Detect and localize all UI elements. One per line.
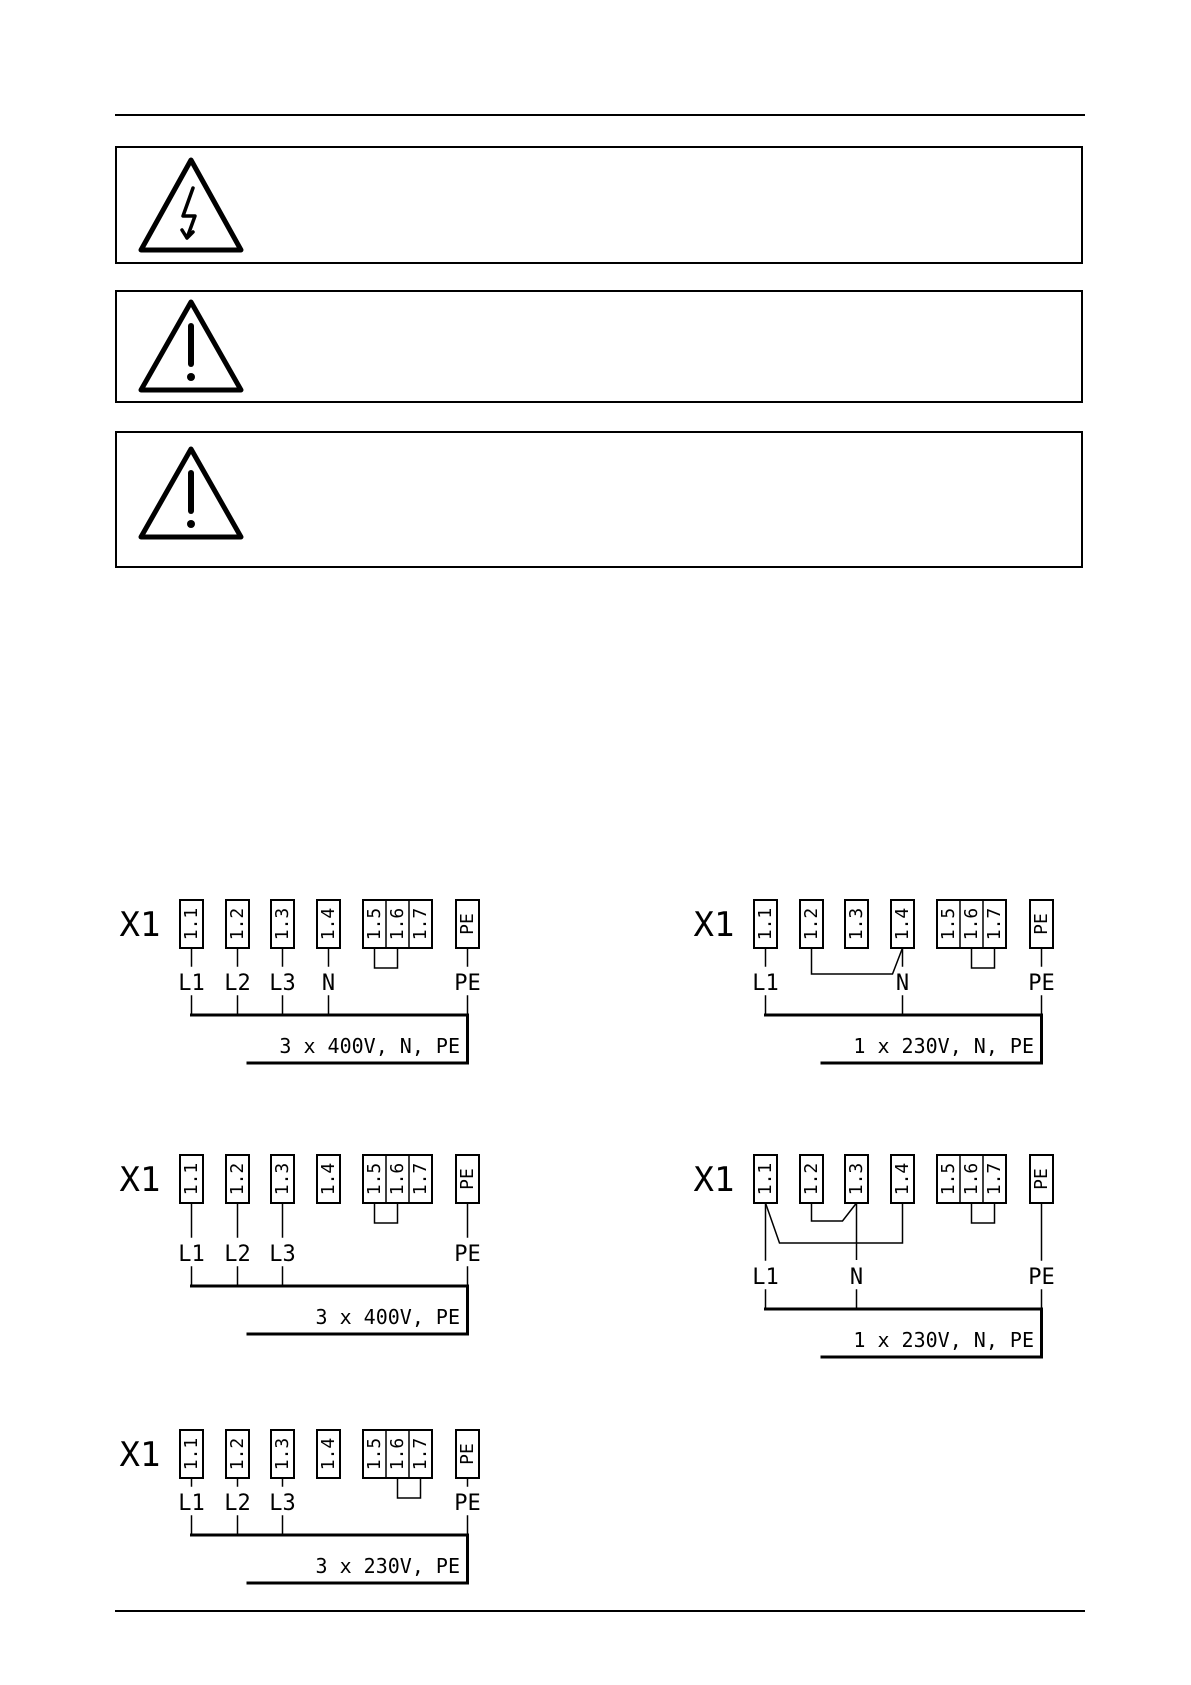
conductor-label: N [895,971,910,996]
terminal-strip-label: X1 [693,905,735,945]
terminal-label: 1.2 [227,907,248,941]
bridge-jumper [766,1203,903,1243]
conductor-label: L1 [178,971,205,996]
terminal-label: 1.6 [387,1162,408,1196]
conductor-label: PE [454,1491,481,1516]
supply-label: 3 x 400V, PE [315,1305,460,1329]
supply-label: 1 x 230V, N, PE [853,1328,1034,1352]
bridge-jumper [375,1203,398,1223]
terminal-label: 1.1 [181,1437,202,1471]
terminal-label: 1.1 [181,1162,202,1196]
bridge-jumper [812,1203,857,1221]
terminal-label: 1.3 [846,1162,867,1196]
wiring-diagram [120,1155,481,1334]
wiring-diagram [694,900,1055,1063]
conductor-label: L2 [224,1491,251,1516]
conductor-label: PE [454,1242,481,1267]
terminal-strip-label: X1 [693,1160,735,1200]
terminal-label: 1.5 [364,1162,385,1196]
bridge-jumper [398,1478,421,1498]
supply-label: 3 x 230V, PE [315,1554,460,1578]
terminal-label: 1.1 [755,907,776,941]
conductor-label: L1 [178,1491,205,1516]
conductor-label: PE [454,971,481,996]
conductor-label: L3 [269,971,296,996]
terminal-label: 1.3 [272,907,293,941]
terminal-label: 1.5 [364,907,385,941]
wiring-diagram [120,1430,481,1583]
terminal-label: 1.5 [938,907,959,941]
conductor-label: L3 [269,1491,296,1516]
terminal-label: 1.2 [801,1162,822,1196]
bridge-jumper [972,1203,995,1223]
conductor-label: L1 [752,1265,779,1290]
terminal-strip-label: X1 [119,1435,161,1475]
terminal-label: 1.5 [364,1437,385,1471]
terminal-label: 1.2 [801,907,822,941]
supply-label: 1 x 230V, N, PE [853,1034,1034,1058]
terminal-label: 1.6 [387,907,408,941]
wiring-diagram [694,1155,1055,1357]
terminal-label: PE [1031,913,1052,935]
terminal-label: PE [457,913,478,935]
terminal-label: 1.5 [938,1162,959,1196]
terminal-label: 1.3 [272,1162,293,1196]
terminal-label: 1.7 [410,1437,431,1471]
terminal-label: 1.7 [410,1162,431,1196]
terminal-label: 1.1 [755,1162,776,1196]
terminal-label: 1.6 [961,1162,982,1196]
conductor-label: L2 [224,971,251,996]
conductor-label: PE [1028,971,1055,996]
terminal-label: 1.2 [227,1437,248,1471]
bridge-jumper [375,948,398,968]
conductor-label: L3 [269,1242,296,1267]
terminal-strip-label: X1 [119,1160,161,1200]
terminal-label: 1.2 [227,1162,248,1196]
conductor-label: L2 [224,1242,251,1267]
terminal-label: 1.7 [410,907,431,941]
terminal-label: 1.4 [318,1162,339,1196]
terminal-label: 1.4 [892,907,913,941]
terminal-label: 1.7 [984,907,1005,941]
terminal-label: PE [1031,1168,1052,1190]
bridge-jumper [972,948,995,968]
terminal-label: 1.7 [984,1162,1005,1196]
terminal-label: 1.3 [272,1437,293,1471]
conductor-label: L1 [178,1242,205,1267]
terminal-strip-label: X1 [119,905,161,945]
terminal-label: 1.4 [892,1162,913,1196]
conductor-label: N [321,971,336,996]
terminal-label: 1.1 [181,907,202,941]
terminal-label: 1.4 [318,1437,339,1471]
wiring-diagram [120,900,481,1063]
conductor-label: L1 [752,971,779,996]
supply-label: 3 x 400V, N, PE [279,1034,460,1058]
conductor-label: N [849,1265,864,1290]
terminal-label: 1.3 [846,907,867,941]
terminal-label: PE [457,1443,478,1465]
conductor-label: PE [1028,1265,1055,1290]
terminal-label: 1.4 [318,907,339,941]
terminal-label: PE [457,1168,478,1190]
terminal-label: 1.6 [961,907,982,941]
bridge-jumper [812,948,903,974]
terminal-label: 1.6 [387,1437,408,1471]
